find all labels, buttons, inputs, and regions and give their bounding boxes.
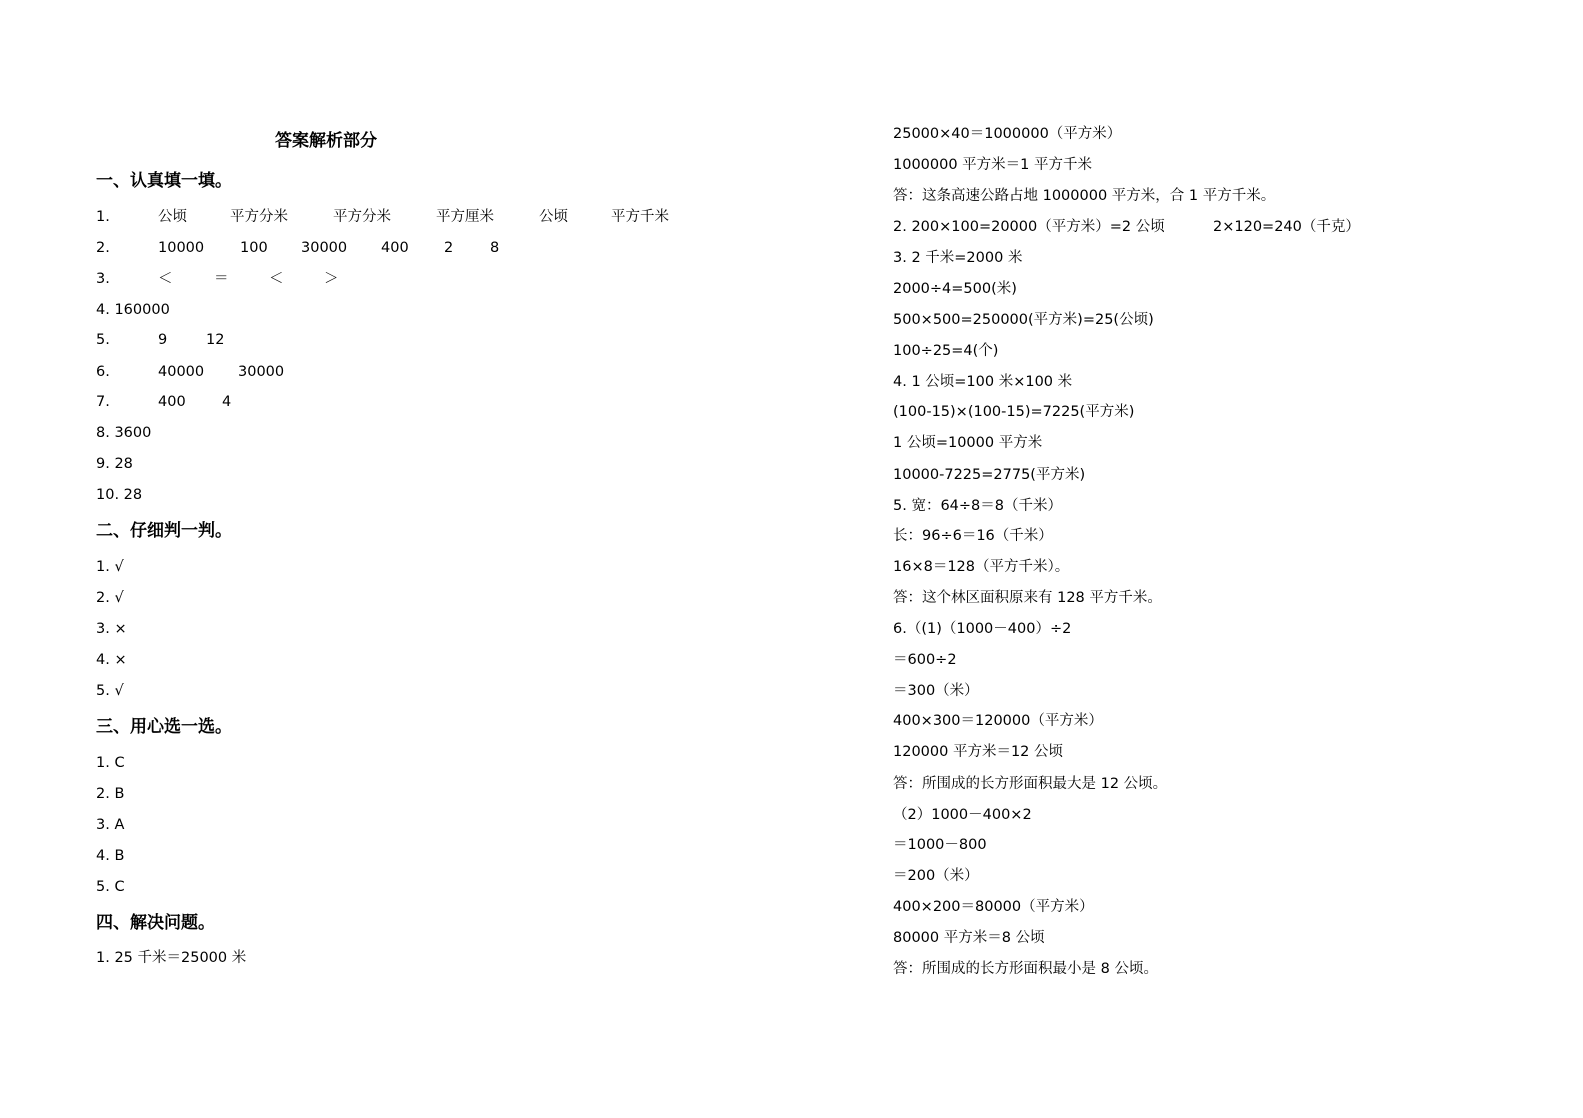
solve-line: 1. 25 千米＝25000 米 <box>96 950 247 966</box>
judge-answer: 5. √ <box>96 683 124 699</box>
answer-cell: 9 <box>158 332 168 348</box>
answer-cell: 30000 <box>301 240 348 256</box>
answer-row-8: 8. 3600 <box>96 425 152 441</box>
answer-cell: 平方分米 <box>333 209 391 225</box>
answer-cell: 平方厘米 <box>436 209 494 225</box>
solution-line: 5. 宽：64÷8＝8（千米） <box>893 498 1062 514</box>
solution-line: 25000×40＝1000000（平方米） <box>893 126 1122 142</box>
solution-line: 长：96÷6＝16（千米） <box>893 528 1053 544</box>
solution-line: 500×500=250000(平方米)=25(公顷) <box>893 312 1154 328</box>
answer-cell: 8 <box>490 240 500 256</box>
page-title: 答案解析部分 <box>275 131 377 151</box>
solution-line: 80000 平方米＝8 公顷 <box>893 930 1045 946</box>
choice-answer: 5. C <box>96 879 125 895</box>
answer-row-6 <box>96 362 736 382</box>
solution-line: 6.（(1)（1000－400）÷2 <box>893 621 1072 637</box>
answer-row-9: 9. 28 <box>96 456 133 472</box>
answer-row-3 <box>96 269 736 289</box>
judge-answer: 4. × <box>96 652 127 668</box>
answer-row-4: 4. 160000 <box>96 302 170 318</box>
solution-line: （2）1000－400×2 <box>893 807 1032 823</box>
answer-cell: 30000 <box>238 364 285 380</box>
answer-cell: 40000 <box>158 364 205 380</box>
judge-answer: 2. √ <box>96 590 124 606</box>
solution-line: ＝200（米） <box>893 868 979 884</box>
question-number: 5. <box>96 332 110 348</box>
section-heading-judge: 二、仔细判一判。 <box>96 521 232 541</box>
solution-line: ＝1000－800 <box>893 837 987 853</box>
solution-line: 3. 2 千米=2000 米 <box>893 250 1023 266</box>
solution-line: ＝600÷2 <box>893 652 957 668</box>
answer-cell: 2 <box>444 240 454 256</box>
answer-cell: 12 <box>206 332 225 348</box>
solution-line: (100-15)×(100-15)=7225(平方米) <box>893 404 1135 420</box>
answer-row-5 <box>96 330 736 350</box>
answer-row-2 <box>96 238 736 258</box>
judge-answer: 1. √ <box>96 559 124 575</box>
solution-line: 4. 1 公顷=100 米×100 米 <box>893 374 1073 390</box>
section-heading-solve: 四、解决问题。 <box>96 913 215 933</box>
choice-answer: 2. B <box>96 786 125 802</box>
answer-cell: 公顷 <box>539 209 568 225</box>
solution-line: 2000÷4=500(米) <box>893 281 1017 297</box>
solution-line: 400×300＝120000（平方米） <box>893 713 1103 729</box>
answer-cell: ＞ <box>324 271 339 287</box>
section-heading-choose: 三、用心选一选。 <box>96 717 232 737</box>
solution-line: 答：所围成的长方形面积最大是 12 公顷。 <box>893 776 1168 792</box>
answer-row-1 <box>96 207 736 227</box>
choice-answer: 4. B <box>96 848 125 864</box>
solution-line: 答：所围成的长方形面积最小是 8 公顷。 <box>893 961 1158 977</box>
answer-row-10: 10. 28 <box>96 487 143 503</box>
answer-cell: 平方千米 <box>611 209 669 225</box>
solution-text: 2×120=240（千克） <box>1213 219 1360 235</box>
solution-line: 400×200＝80000（平方米） <box>893 899 1094 915</box>
solution-line: 1 公顷=10000 平方米 <box>893 435 1043 451</box>
section-heading-fill: 一、认真填一填。 <box>96 171 232 191</box>
solution-line: 16×8＝128（平方千米）。 <box>893 559 1070 575</box>
solution-line <box>893 217 1413 237</box>
choice-answer: 3. A <box>96 817 125 833</box>
judge-answer: 3. × <box>96 621 127 637</box>
answer-cell: ＜ <box>269 271 284 287</box>
answer-cell: ＝ <box>214 271 229 287</box>
solution-line: ＝300（米） <box>893 683 979 699</box>
answer-row-7 <box>96 392 736 412</box>
answer-cell: 400 <box>158 394 186 410</box>
question-number: 3. <box>96 271 110 287</box>
solution-line: 答：这个林区面积原来有 128 平方千米。 <box>893 590 1162 606</box>
solution-text: 2. 200×100=20000（平方米）=2 公顷 <box>893 219 1165 235</box>
solution-line: 10000-7225=2775(平方米) <box>893 467 1086 483</box>
answer-cell: ＜ <box>158 271 173 287</box>
answer-cell: 公顷 <box>158 209 187 225</box>
question-number: 2. <box>96 240 110 256</box>
question-number: 1. <box>96 209 110 225</box>
answer-cell: 400 <box>381 240 409 256</box>
question-number: 6. <box>96 364 110 380</box>
answer-cell: 10000 <box>158 240 205 256</box>
solution-line: 120000 平方米＝12 公顷 <box>893 744 1064 760</box>
question-number: 7. <box>96 394 110 410</box>
solution-line: 1000000 平方米＝1 平方千米 <box>893 157 1093 173</box>
choice-answer: 1. C <box>96 755 125 771</box>
answer-cell: 4 <box>222 394 232 410</box>
solution-line: 100÷25=4(个) <box>893 343 999 359</box>
answer-cell: 平方分米 <box>230 209 288 225</box>
answer-cell: 100 <box>240 240 268 256</box>
solution-line: 答：这条高速公路占地 1000000 平方米，合 1 平方千米。 <box>893 188 1276 204</box>
